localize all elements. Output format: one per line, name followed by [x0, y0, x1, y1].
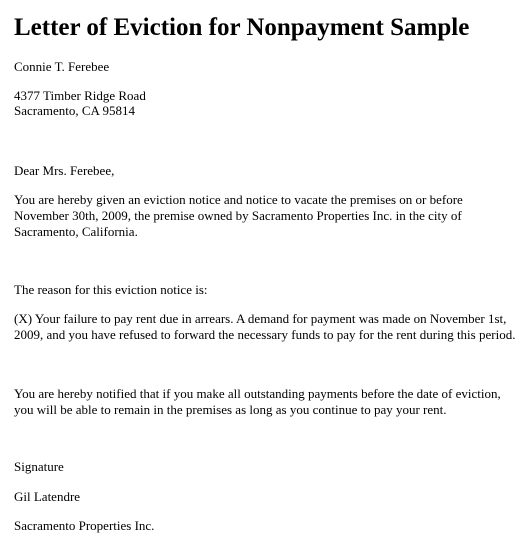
notice-paragraph [14, 192, 514, 240]
reason-line: 2009, and you have refused to forward the necessary funds to pay for the rent during this period. [14, 327, 516, 342]
company-name: Sacramento Properties Inc. [14, 518, 155, 533]
reason-paragraph [14, 311, 514, 343]
address-line-1: 4377 Timber Ridge Road [14, 88, 146, 103]
notice-line: November 30th, 2009, the premise owned by Sacramento Properties Inc. in the city of [14, 208, 462, 223]
remedy-line: you will be able to remain in the premises as long as you continue to pay your rent. [14, 402, 447, 417]
signature-label: Signature [14, 459, 64, 474]
remedy-line: You are hereby notified that if you make all outstanding payments before the date of eviction, [14, 386, 501, 401]
reason-line: (X) Your failure to pay rent due in arrears. A demand for payment was made on November 1st, [14, 311, 507, 326]
notice-line: Sacramento, California. [14, 224, 138, 239]
document-title: Letter of Eviction for Nonpayment Sample [14, 14, 470, 41]
tenant-name: Connie T. Ferebee [14, 59, 110, 74]
reason-intro: The reason for this eviction notice is: [14, 282, 208, 297]
notice-line: You are hereby given an eviction notice and notice to vacate the premises on or before [14, 192, 463, 207]
signer-name: Gil Latendre [14, 489, 81, 504]
remedy-paragraph [14, 386, 514, 418]
address-line-2: Sacramento, CA 95814 [14, 103, 135, 118]
salutation: Dear Mrs. Ferebee, [14, 163, 115, 178]
